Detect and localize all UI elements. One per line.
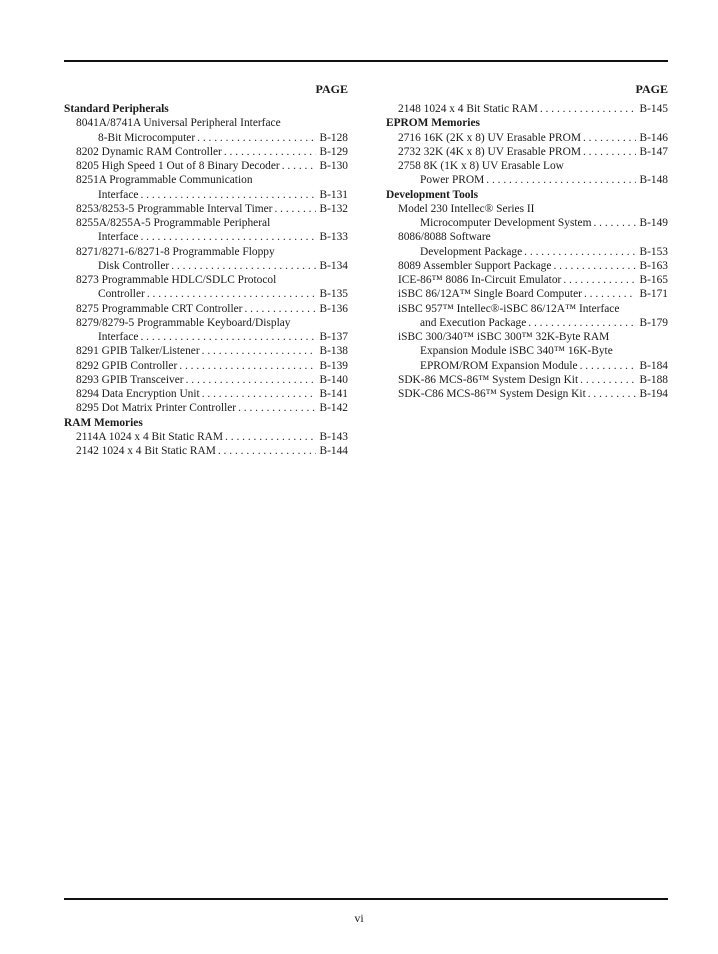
entry-2758-line1: 2758 8K (1K x 8) UV Erasable Low [398,160,564,172]
entry-8271-line1: 8271/8271-6/8271-8 Programmable Floppy [76,245,275,258]
entry-2114a: 2114A 1024 x 4 Bit Static RAM . . . B-143 [64,430,348,444]
section-eprom-memories: EPROM Memories [386,117,480,130]
entry-8292: 8292 GPIB Controller . . . B-139 [64,359,348,373]
top-rule [64,60,668,62]
entry-8251a: Interface . . . B-131 [64,188,348,202]
entry-8255a-line1: 8255A/8255A-5 Programmable Peripheral [76,217,271,229]
entry-8202: 8202 Dynamic RAM Controller . . . B-129 [64,145,348,159]
entry-sdkc86: SDK-C86 MCS-86™ System Design Kit . . . B-194 [386,387,668,401]
entry-8294: 8294 Data Encryption Unit . . . B-141 [64,387,348,401]
entry-8271: Disk Controller . . . B-134 [64,259,348,273]
page-header-right: PAGE [635,82,668,96]
entry-8086-software: Development Package . . . B-153 [386,245,668,259]
entry-model230: Microcomputer Development System . . . B-149 [386,216,668,230]
entry-8089: 8089 Assembler Support Package . . . B-163 [386,259,668,273]
entry-isbc957: and Execution Package . . . B-179 [386,316,668,330]
entry-isbc300-line1: iSBC 300/340™ iSBC 300™ 32K-Byte RAM [398,331,610,343]
entry-2142: 2142 1024 x 4 Bit Static RAM . . . B-144 [64,444,348,458]
entry-8275: 8275 Programmable CRT Controller . . . B-136 [64,302,348,316]
entry-8279: Interface . . . B-137 [64,330,348,344]
left-column [64,82,348,458]
entry-8041a-line1: 8041A/8741A Universal Peripheral Interface [76,117,281,130]
entry-8293: 8293 GPIB Transceiver . . . B-140 [64,373,348,387]
entry-isbc957-line1: iSBC 957™ Intellec®-iSBC 86/12A™ Interface [398,302,620,315]
entry-8041a: 8-Bit Microcomputer . . . B-128 [64,131,348,145]
entry-isbc300: EPROM/ROM Expansion Module . . . B-184 [386,359,668,373]
entry-ice86: ICE-86™ 8086 In-Circuit Emulator . . . B-165 [386,273,668,287]
entry-2732: 2732 32K (4K x 8) UV Erasable PROM . . . B-147 [386,145,668,159]
entry-8251a-line1: 8251A Programmable Communication [76,174,253,187]
page-number: vi [354,911,364,925]
entry-8273: Controller . . . B-135 [64,287,348,301]
entry-8279-line1: 8279/8279-5 Programmable Keyboard/Display [76,316,291,329]
entry-isbc86: iSBC 86/12A™ Single Board Computer . . . B-171 [386,287,668,301]
entry-2148: 2148 1024 x 4 Bit Static RAM . . . B-145 [386,102,668,116]
entry-8291: 8291 GPIB Talker/Listener . . . B-138 [64,344,348,358]
section-ram-memories: RAM Memories [64,416,143,429]
right-column [386,82,668,401]
entry-8253: 8253/8253-5 Programmable Interval Timer . . . B-132 [64,202,348,216]
entry-2758: Power PROM . . . B-148 [386,173,668,187]
entry-2716: 2716 16K (2K x 8) UV Erasable PROM . . . B-146 [386,131,668,145]
entry-8273-line1: 8273 Programmable HDLC/SDLC Protocol [76,274,277,286]
entry-8255a: Interface . . . B-133 [64,230,348,244]
entry-8295: 8295 Dot Matrix Printer Controller . . . B-142 [64,401,348,415]
section-development-tools: Development Tools [386,188,479,201]
page-header-left: PAGE [315,82,348,96]
entry-model230-line1: Model 230 Intellec® Series II [398,202,535,215]
entry-sdk86: SDK-86 MCS-86™ System Design Kit . . . B-188 [386,373,668,387]
section-standard-peripherals: Standard Peripherals [64,103,169,115]
entry-8205: 8205 High Speed 1 Out of 8 Binary Decoder . . . B-130 [64,159,348,173]
entry-8086-software-line1: 8086/8088 Software [398,231,491,244]
entry-isbc300-line2: Expansion Module iSBC 340™ 16K-Byte [420,345,613,358]
bottom-rule [64,898,668,900]
